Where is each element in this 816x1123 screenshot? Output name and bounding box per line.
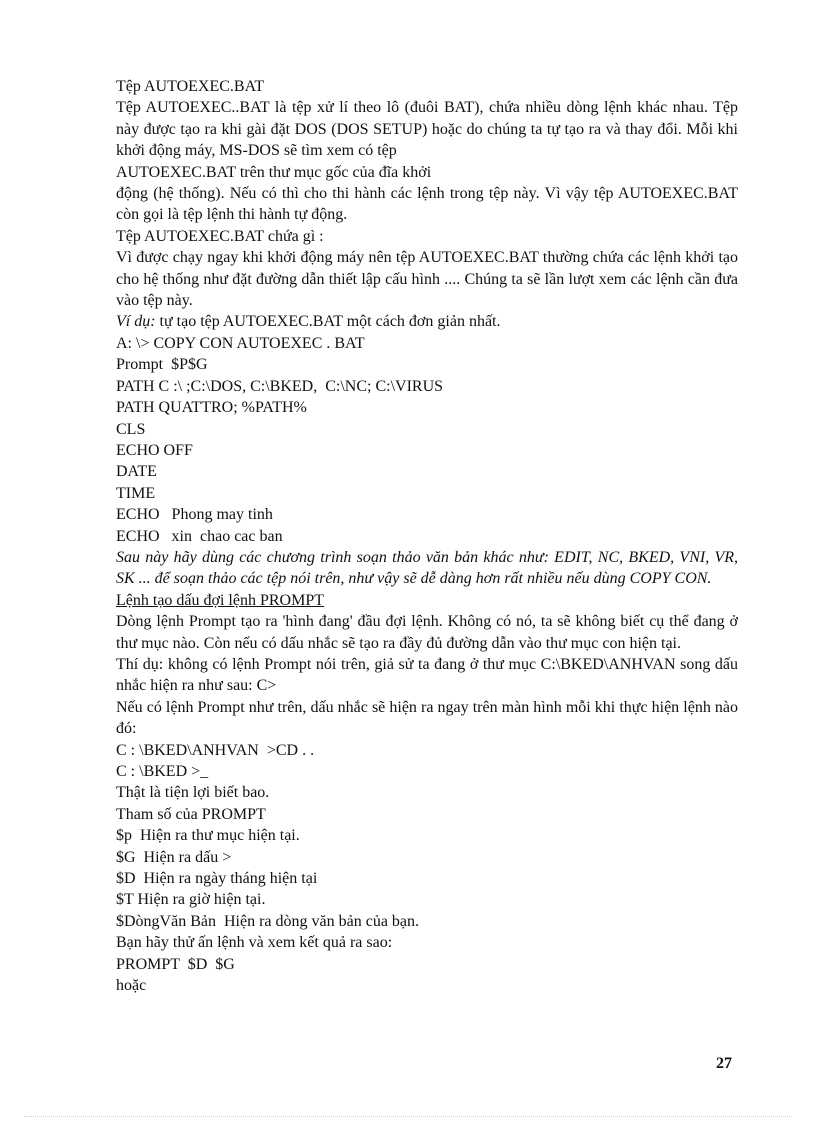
paragraph-startup: động (hệ thống). Nếu có thì cho thi hành các lệnh trong tệp này. Vì vậy tệp AUTOEXEC.BAT còn gọi là tệp lệnh thi hành tự động. xyxy=(116,185,738,224)
page-number: 27 xyxy=(716,1055,732,1072)
italic-note: Sau này hãy dùng các chương trình soạn thảo văn bản khác như: EDIT, NC, BKED, VNI, VR, SK ... để soạn thảo các tệp nói trên, như vậy sẽ dễ dàng hơn rất nhiều nếu dùng COPY CON. xyxy=(116,548,738,588)
text-line: Thật là tiện lợi biết bao. xyxy=(116,784,270,802)
code-line: A: \> COPY CON AUTOEXEC . BAT xyxy=(116,334,365,352)
heading-contents: Tệp AUTOEXEC.BAT chứa gì : xyxy=(116,227,324,245)
paragraph-contents: Vì được chạy ngay khi khởi động máy nên tệp AUTOEXEC.BAT thường chứa các lệnh khởi tạo cho hệ thống như đặt đường dẫn thiết lập cấu hình .... Chúng ta sẽ lần lượt xem các lệnh cần đưa vào tệp này. xyxy=(116,249,738,310)
text-line: Tham số của PROMPT xyxy=(116,805,266,823)
example-text: tự tạo tệp AUTOEXEC.BAT một cách đơn giản nhất. xyxy=(155,313,501,331)
paragraph-intro: Tệp AUTOEXEC..BAT là tệp xử lí theo lô (đuôi BAT), chứa nhiều dòng lệnh khác nhau. Tệp này được tạo ra khi gài đặt DOS (DOS SETUP) hoặc do chúng ta tự tạo ra và thay đổi. Mỗi khi khởi động máy, MS-DOS sẽ tìm xem có tệp xyxy=(116,99,738,160)
code-line: ECHO Phong may tinh xyxy=(116,506,273,524)
example-prefix: Ví dụ: xyxy=(116,313,156,331)
text-line: C : \BKED\ANHVAN >CD . . xyxy=(116,741,315,759)
code-line: Prompt $P$G xyxy=(116,356,208,374)
text-line: $G Hiện ra dấu > xyxy=(116,848,232,866)
text-line: $DòngVăn Bản Hiện ra dòng văn bản của bạn. xyxy=(116,912,420,930)
code-line: ECHO xin chao cac ban xyxy=(116,527,283,545)
example-intro xyxy=(116,311,738,332)
page-bottom-divider xyxy=(24,1116,792,1117)
paragraph-prompt: Dòng lệnh Prompt tạo ra 'hình đang' đầu đợi lệnh. Không có nó, ta sẽ không biết cụ thể đang ở thư mục nào. Còn nếu có dấu nhắc sẽ tạo ra đầy đủ đường dẫn vào thư mục con hiện tại. xyxy=(116,613,738,652)
paragraph-intro-continued: AUTOEXEC.BAT trên thư mục gốc của đĩa khởi xyxy=(116,163,432,181)
code-line: CLS xyxy=(116,420,146,438)
text-line: PROMPT $D $G xyxy=(116,955,235,973)
code-line: PATH QUATTRO; %PATH% xyxy=(116,399,307,417)
text-line: $D Hiện ra ngày tháng hiện tại xyxy=(116,870,318,888)
code-line: ECHO OFF xyxy=(116,441,193,459)
code-line: DATE xyxy=(116,463,157,481)
paragraph-example: Thí dụ: không có lệnh Prompt nói trên, giả sử ta đang ở thư mục C:\BKED\ANHVAN song dấu nhắc hiện ra như sau: C> xyxy=(116,655,738,695)
text-line: C : \BKED >_ xyxy=(116,763,209,780)
text-line: $p Hiện ra thư mục hiện tại. xyxy=(116,827,300,845)
code-line: TIME xyxy=(116,484,156,502)
code-line: PATH C :\ ;C:\DOS, C:\BKED, C:\NC; C:\VIRUS xyxy=(116,377,444,395)
text-line: Bạn hãy thử ấn lệnh và xem kết quả ra sao: xyxy=(116,934,393,952)
text-line: hoặc xyxy=(116,977,147,995)
document-page xyxy=(116,76,738,996)
text-line: $T Hiện ra giờ hiện tại. xyxy=(116,891,266,909)
paragraph-prompt-effect: Nếu có lệnh Prompt như trên, dấu nhắc sẽ hiện ra ngay trên màn hình mỗi khi thực hiện lệnh nào đó: xyxy=(116,698,738,738)
heading-autoexec: Tệp AUTOEXEC.BAT xyxy=(116,78,265,95)
section-heading-prompt: Lệnh tạo dấu đợi lệnh PROMPT xyxy=(116,591,324,609)
